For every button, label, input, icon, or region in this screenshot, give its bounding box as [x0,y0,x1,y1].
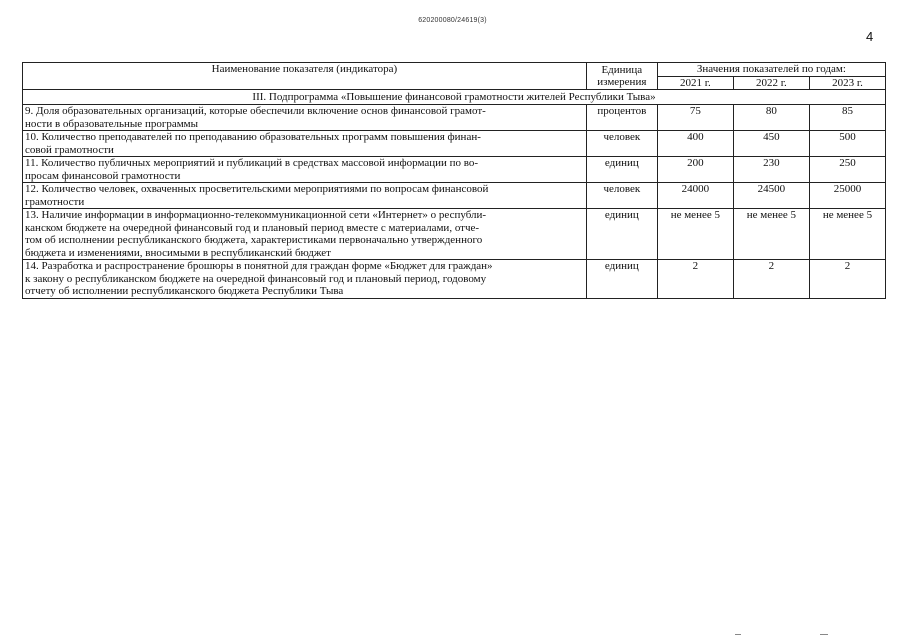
indicator-name-line: грамотности [25,195,85,208]
value-cell-2023: 25000 [809,183,885,209]
header-year-2022: 2022 г. [733,76,809,90]
indicator-name-line: совой грамотности [25,143,114,156]
indicator-name-line: просам финансовой грамотности [25,169,181,182]
table-row [23,183,886,209]
indicator-name-line: к закону о республиканском бюджете на очередной финансовый год и плановый период, годовому [25,272,487,285]
header-indicator-name: Наименование показателя (индикатора) [23,63,587,90]
value-cell-2023: 85 [809,105,885,131]
value-cell-2021: 24000 [657,183,733,209]
indicator-name-line: 14. Разработка и распространение брошюры в понятной для граждан форме «Бюджет для граждан» [25,260,493,272]
indicator-name-line: ности в образовательные программы [25,117,199,130]
section-row [23,90,886,105]
indicator-name-line: бюджета и изменениями, вносимыми в республиканский бюджет [25,246,331,259]
value-cell-2021: 75 [657,105,733,131]
header-values-group: Значения показателей по годам: [657,63,885,77]
scan-mark-right [820,634,828,635]
page-number: 4 [866,29,874,44]
unit-cell: человек [586,131,657,157]
indicator-name-line: отчету об исполнении республиканского бюджета Республики Тыва [25,285,344,297]
section-title: III. Подпрограмма «Повышение финансовой грамотности жителей Республики Тыва» [23,90,886,105]
indicator-name-line: 12. Количество человек, охваченных просветительскими мероприятиями по вопросам финансовой [25,183,489,195]
indicator-name-cell [23,105,587,131]
header-unit-line-2: измерения [597,76,647,88]
table-row [23,105,886,131]
indicator-name-line: том об исполнении республиканского бюджета, характеристиками первоначально утвержденного [25,234,483,246]
header-year-2021: 2021 г. [657,76,733,90]
indicator-name-line: 9. Доля образовательных организаций, которые обеспечили включение основ финансовой грамот- [25,105,486,117]
value-cell-2021: 2 [657,260,733,299]
value-cell-2023: 250 [809,157,885,183]
value-cell-2022: 80 [733,105,809,131]
unit-cell: единиц [586,209,657,260]
indicator-name-cell [23,157,587,183]
indicator-name-line: канском бюджете на очередной финансовый год и плановый период вместе с материалами, отче- [25,221,480,234]
value-cell-2023: 2 [809,260,885,299]
indicator-name-cell [23,260,587,299]
value-cell-2022: 24500 [733,183,809,209]
value-cell-2021: 200 [657,157,733,183]
unit-cell: процентов [586,105,657,131]
value-cell-2022: не менее 5 [733,209,809,260]
header-unit [586,63,657,90]
value-cell-2022: 230 [733,157,809,183]
indicator-name-line: 10. Количество преподавателей по преподаванию образовательных программ повышения финан- [25,131,481,143]
unit-cell: человек [586,183,657,209]
header-unit-line-1: Единица [601,63,643,76]
table-header-row-1 [23,63,886,77]
table-row [23,209,886,260]
header-year-2023: 2023 г. [809,76,885,90]
table-row [23,260,886,299]
table-row [23,157,886,183]
indicator-name-line: 13. Наличие информации в информационно-телекоммуникационной сети «Интернет» о республи- [25,209,487,221]
unit-cell: единиц [586,260,657,299]
indicator-name-line: 11. Количество публичных мероприятий и публикаций в средствах массовой информации по во- [25,157,479,169]
value-cell-2021: 400 [657,131,733,157]
unit-cell: единиц [586,157,657,183]
indicator-name-cell [23,183,587,209]
value-cell-2022: 450 [733,131,809,157]
value-cell-2023: 500 [809,131,885,157]
value-cell-2021: не менее 5 [657,209,733,260]
value-cell-2022: 2 [733,260,809,299]
document-barcode-code: 620200080/24619(3) [418,17,487,24]
indicator-name-cell [23,209,587,260]
indicator-name-cell [23,131,587,157]
table-row [23,131,886,157]
indicators-table [22,62,886,299]
scan-mark-left [735,634,741,635]
value-cell-2023: не менее 5 [809,209,885,260]
